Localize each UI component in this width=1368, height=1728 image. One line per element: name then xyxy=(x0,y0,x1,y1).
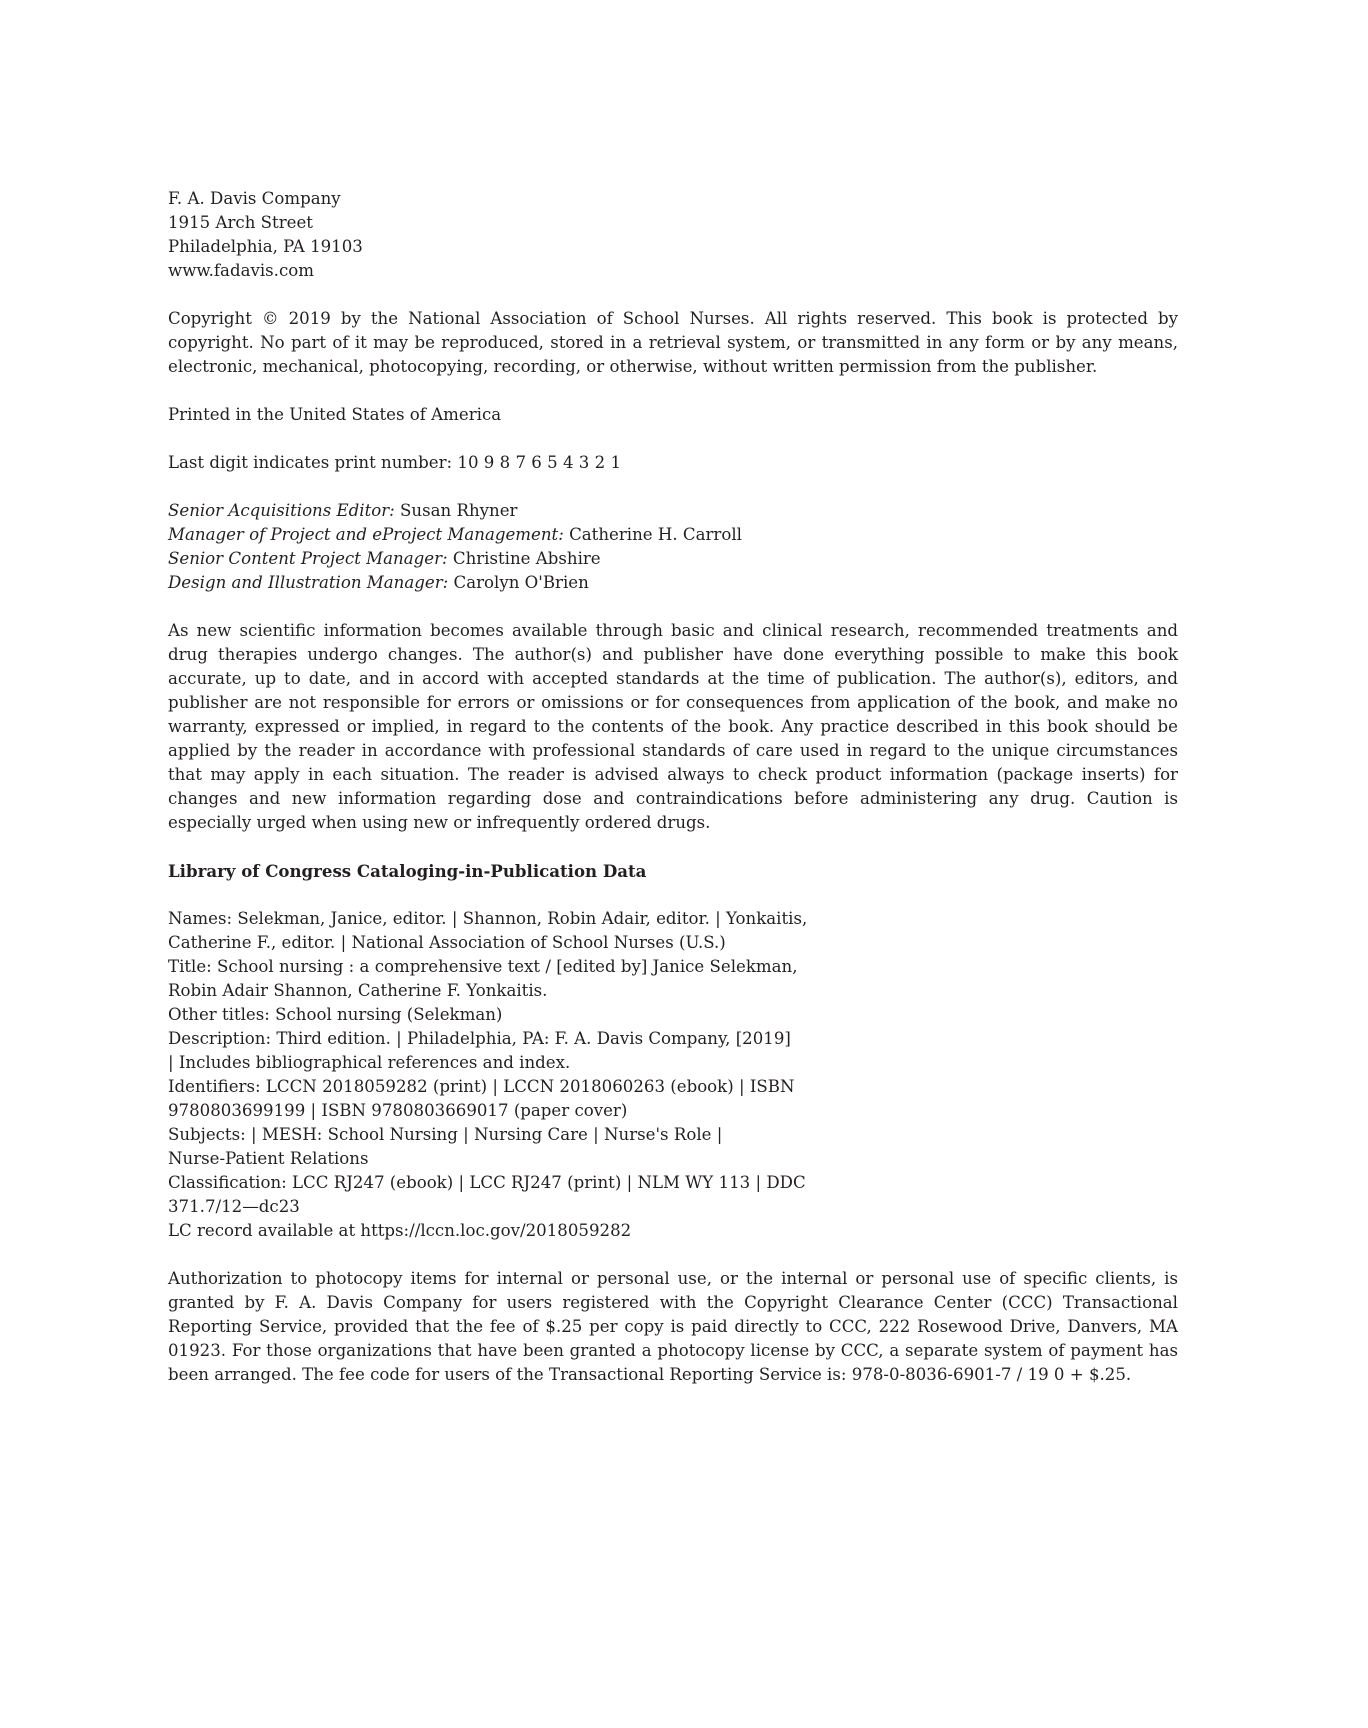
publisher-name: F. A. Davis Company xyxy=(168,189,341,208)
cip-heading: Library of Congress Cataloging-in-Publication Data xyxy=(168,861,647,881)
staff-credit xyxy=(168,547,1178,571)
staff-name: Susan Rhyner xyxy=(394,501,518,520)
cip-line: Description: Third edition. | Philadelphia, PA: F. A. Davis Company, [2019] xyxy=(168,1029,791,1048)
publisher-street: 1915 Arch Street xyxy=(168,213,313,232)
photocopy-authorization: Authorization to photocopy items for internal or personal use, or the internal or personal use of specific clients, is granted by F. A. Davis Company for users registered with the Copyright Clearance Center (CCC) Transactional Reporting Service, provided that the fee of $.25 per copy is paid directly to CCC, 222 Rosewood Drive, Danvers, MA 01923. For those organizations that have been granted a photocopy license by CCC, a separate system of payment has been arranged. The fee code for users of the Transactional Reporting Service is: 978-0-8036-6901-7 / 19 0 + $.25. xyxy=(168,1269,1178,1384)
cip-lccn-link: LC record available at https://lccn.loc.gov/2018059282 xyxy=(168,1221,632,1240)
staff-role: Manager of Project and eProject Management: xyxy=(168,525,564,544)
cip-line: Subjects: | MESH: School Nursing | Nursing Care | Nurse's Role | xyxy=(168,1125,723,1144)
copyright-notice: Copyright © 2019 by the National Association of School Nurses. All rights reserved. This book is protected by copyright. No part of it may be reproduced, stored in a retrieval system, or transmitted in any form or by any means, electronic, mechanical, photocopying, recording, or otherwise, without written permission from the publisher. xyxy=(168,309,1178,376)
staff-credit xyxy=(168,523,1178,547)
staff-credit xyxy=(168,499,1178,523)
publisher-city: Philadelphia, PA 19103 xyxy=(168,237,363,256)
staff-name: Christine Abshire xyxy=(447,549,601,568)
staff-role: Design and Illustration Manager: xyxy=(168,573,449,592)
cip-line: Title: School nursing : a comprehensive text / [edited by] Janice Selekman, xyxy=(168,957,798,976)
medical-disclaimer: As new scientific information becomes available through basic and clinical research, recommended treatments and drug therapies undergo changes. The author(s) and publisher have done everything possible to make this book accurate, up to date, and in accord with accepted standards at the time of publication. The author(s), editors, and publisher are not responsible for errors or omissions or for consequences from application of the book, and make no warranty, expressed or implied, in regard to the contents of the book. Any practice described in this book should be applied by the reader in accordance with professional standards of care used in regard to the unique circumstances that may apply in each situation. The reader is advised always to check product information (package inserts) for changes and new information regarding dose and contraindications before administering any drug. Caution is especially urged when using new or infrequently ordered drugs. xyxy=(168,621,1178,832)
cip-line: | Includes bibliographical references and index. xyxy=(168,1053,571,1072)
cip-line: Robin Adair Shannon, Catherine F. Yonkaitis. xyxy=(168,981,548,1000)
printed-in: Printed in the United States of America xyxy=(168,405,502,424)
cip-line: Identifiers: LCCN 2018059282 (print) | LCCN 2018060263 (ebook) | ISBN xyxy=(168,1077,795,1096)
cip-line: Classification: LCC RJ247 (ebook) | LCC RJ247 (print) | NLM WY 113 | DDC xyxy=(168,1173,806,1192)
publisher-address xyxy=(168,187,1178,283)
staff-credit xyxy=(168,571,1178,595)
staff-name: Catherine H. Carroll xyxy=(563,525,742,544)
copyright-page xyxy=(168,187,1178,1411)
cip-record xyxy=(168,907,1178,1243)
cip-line: 9780803699199 | ISBN 9780803669017 (paper cover) xyxy=(168,1101,628,1120)
staff-role: Senior Content Project Manager: xyxy=(168,549,448,568)
cip-line: 371.7/12—dc23 xyxy=(168,1197,300,1216)
staff-name: Carolyn O'Brien xyxy=(448,573,589,592)
cip-line: Other titles: School nursing (Selekman) xyxy=(168,1005,503,1024)
cip-line: Nurse-Patient Relations xyxy=(168,1149,369,1168)
cip-line: Catherine F., editor. | National Association of School Nurses (U.S.) xyxy=(168,933,726,952)
staff-credits xyxy=(168,499,1178,595)
print-number: Last digit indicates print number: 10 9 8 7 6 5 4 3 2 1 xyxy=(168,453,622,472)
cip-line: Names: Selekman, Janice, editor. | Shannon, Robin Adair, editor. | Yonkaitis, xyxy=(168,909,808,928)
publisher-website: www.fadavis.com xyxy=(168,261,314,280)
staff-role: Senior Acquisitions Editor: xyxy=(168,501,395,520)
